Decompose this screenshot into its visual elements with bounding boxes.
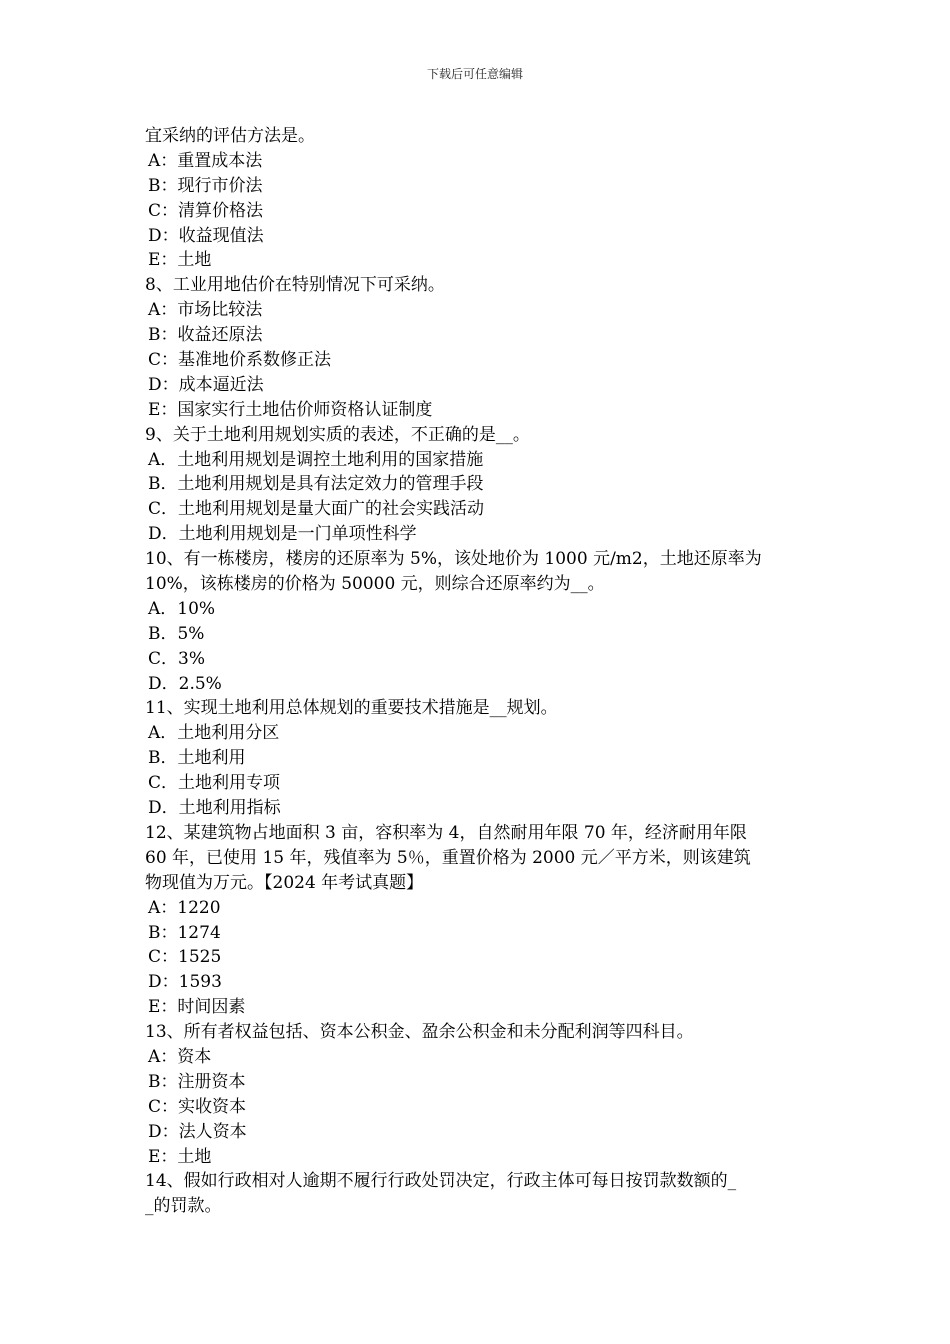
answer-option: D．土地利用指标 bbox=[148, 798, 281, 819]
answer-option: C．3% bbox=[148, 648, 205, 669]
answer-option: A．土地利用规划是调控土地利用的国家措施 bbox=[148, 449, 484, 470]
answer-option: D：1593 bbox=[148, 972, 222, 993]
question-text: 8、工业用地估价在特别情况下可采纳。 bbox=[145, 275, 445, 296]
question-text: _的罚款。 bbox=[145, 1196, 222, 1217]
answer-option: C：基准地价系数修正法 bbox=[148, 350, 332, 371]
answer-option: D：法人资本 bbox=[148, 1121, 247, 1142]
question-text: 11、实现土地利用总体规划的重要技术措施是__规划。 bbox=[145, 698, 558, 719]
answer-option: C：1525 bbox=[148, 947, 222, 968]
question-text: 12、某建筑物占地面积 3 亩，容积率为 4，自然耐用年限 70 年，经济耐用年限 bbox=[145, 822, 747, 843]
answer-option: E：土地 bbox=[148, 1146, 212, 1167]
question-text: 宜采纳的评估方法是。 bbox=[145, 126, 315, 146]
answer-option: A：资本 bbox=[148, 1046, 212, 1067]
answer-option: B：现行市价法 bbox=[148, 175, 263, 196]
question-text: 60 年，已使用 15 年，残值率为 5％，重置价格为 2000 元／平方米，则该建筑 bbox=[145, 847, 751, 868]
answer-option: D．土地利用规划是一门单项性科学 bbox=[148, 524, 417, 545]
question-text: 14、假如行政相对人逾期不履行行政处罚决定，行政主体可每日按罚款数额的_ bbox=[145, 1171, 737, 1192]
answer-option: D：收益现值法 bbox=[148, 225, 264, 246]
answer-option: B．土地利用 bbox=[148, 748, 246, 769]
answer-option: B：收益还原法 bbox=[148, 325, 263, 346]
answer-option: A．土地利用分区 bbox=[148, 723, 280, 744]
answer-option: B．5% bbox=[148, 623, 205, 644]
answer-option: C．土地利用专项 bbox=[148, 773, 281, 794]
answer-option: A：1220 bbox=[148, 897, 221, 918]
answer-option: A．10% bbox=[148, 598, 216, 619]
answer-option: C．土地利用规划是量大面广的社会实践活动 bbox=[148, 499, 485, 520]
page-header: 下载后可任意编辑 bbox=[426, 67, 523, 81]
answer-option: A：重置成本法 bbox=[148, 150, 263, 171]
answer-option: B：1274 bbox=[148, 922, 221, 943]
question-text: 9、关于土地利用规划实质的表述，不正确的是__。 bbox=[145, 424, 530, 445]
answer-option: A：市场比较法 bbox=[148, 300, 263, 321]
answer-option: D：成本逼近法 bbox=[148, 374, 264, 395]
answer-option: E：时间因素 bbox=[148, 997, 246, 1018]
question-text: 10、有一栋楼房，楼房的还原率为 5%，该处地价为 1000 元/m2，土地还原率为 bbox=[145, 549, 762, 570]
question-text: 物现值为万元。【2024 年考试真题】 bbox=[145, 872, 424, 893]
answer-option: D．2.5% bbox=[148, 673, 222, 694]
answer-option: C：清算价格法 bbox=[148, 200, 264, 221]
answer-option: B．土地利用规划是具有法定效力的管理手段 bbox=[148, 474, 484, 495]
answer-option: E：国家实行土地估价师资格认证制度 bbox=[148, 399, 433, 420]
answer-option: C：实收资本 bbox=[148, 1096, 247, 1117]
question-text: 10%，该栋楼房的价格为 50000 元，则综合还原率约为__。 bbox=[145, 574, 605, 595]
document-body bbox=[145, 124, 810, 1219]
question-text: 13、所有者权益包括、资本公积金、盈余公积金和未分配利润等四科目。 bbox=[145, 1022, 694, 1043]
answer-option: E：土地 bbox=[148, 250, 212, 271]
answer-option: B：注册资本 bbox=[148, 1071, 246, 1092]
